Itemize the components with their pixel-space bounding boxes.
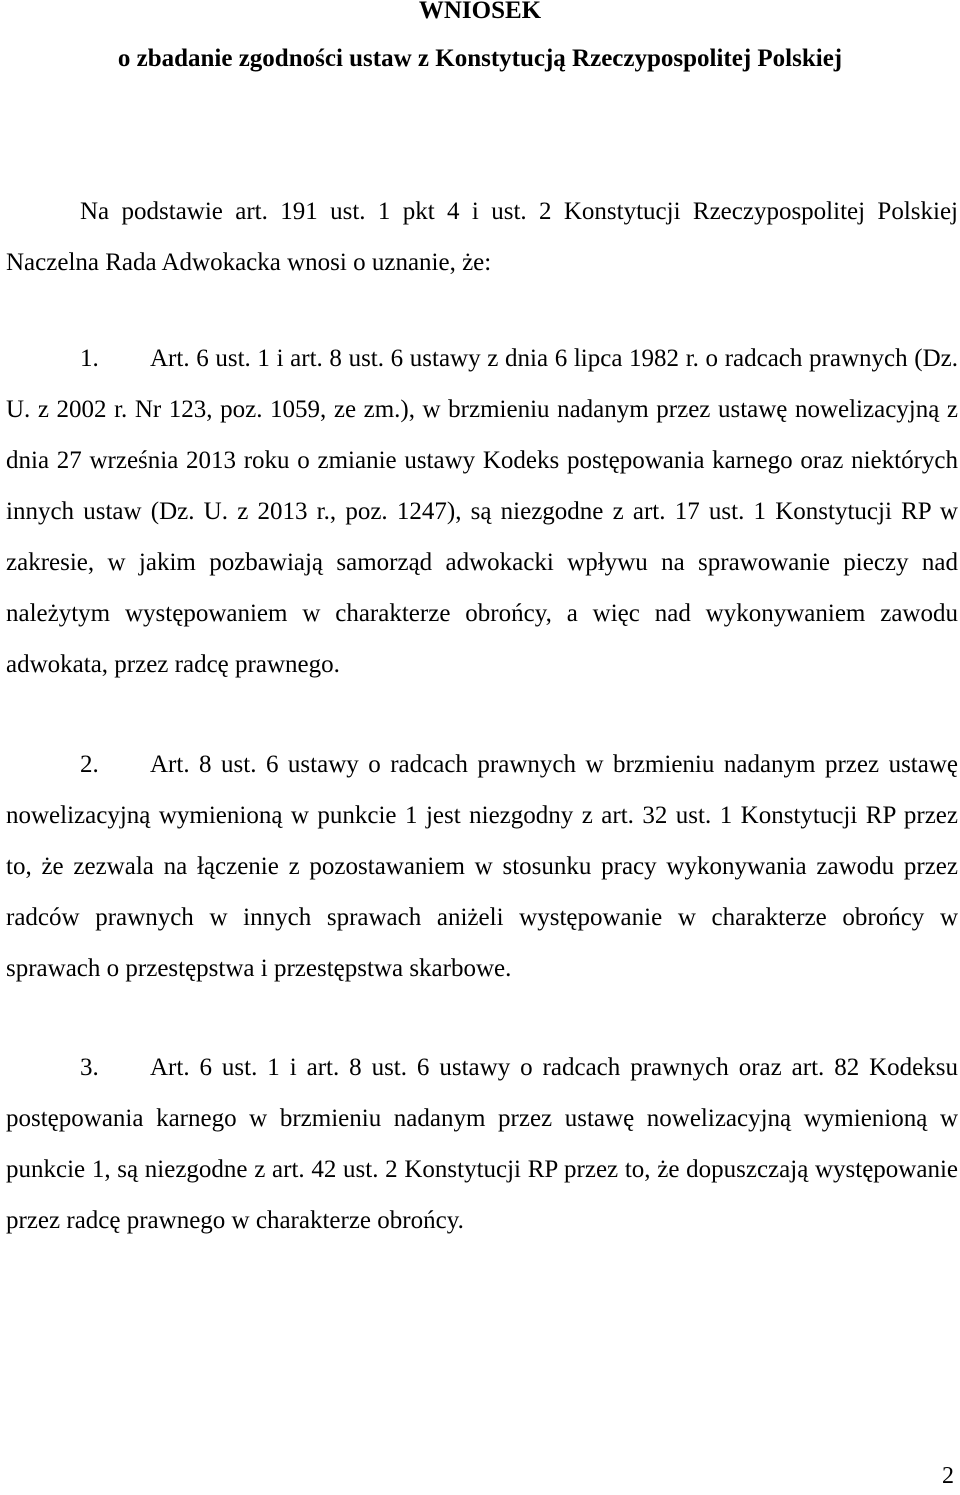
intro-text: Na podstawie art. 191 ust. 1 pkt 4 i ust. 2 Konstytucji Rzeczypospolitej Polskiej Naczelna Rada Adwokacka wnosi o uznanie, że:: [6, 198, 958, 276]
page-number: 2: [942, 1463, 954, 1489]
item-text: Art. 6 ust. 1 i art. 8 ust. 6 ustawy z dnia 6 lipca 1982 r. o radcach prawnych (Dz. U. z 2002 r. Nr 123, poz. 1059, ze zm.), w brzmieniu nadanym przez ustawę nowelizacyjną z dnia 27 września 2013 roku o zmianie ustawy Kodeks postępowania karnego oraz niektórych innych ustaw (Dz. U. z 2013 r., poz. 1247), są niezgodne z art. 17 ust. 1 Konstytucji RP w zakresie, w jakim pozbawiają samorząd adwokacki wpływu na sprawowanie pieczy nad należytym występowaniem w charakterze obrońcy, a więc nad wykonywaniem zawodu adwokata, przez radcę prawnego.: [6, 345, 958, 678]
item-text: Art. 8 ust. 6 ustawy o radcach prawnych w brzmieniu nadanym przez ustawę nowelizacyjną wymienioną w punkcie 1 jest niezgodny z art. 32 ust. 1 Konstytucji RP przez to, że zezwala na łączenie z pozostawaniem w stosunku pracy wykonywania zawodu przez radców prawnych w innych sprawach aniżeli występowanie w charakterze obrońcy w sprawach o przestępstwa i przestępstwa skarbowe.: [6, 751, 958, 982]
document-title: WNIOSEK: [418, 0, 542, 24]
item-number: 2.: [80, 751, 99, 778]
item-number: 1.: [80, 345, 99, 372]
intro-paragraph: [6, 186, 958, 288]
item-number: 3.: [80, 1054, 99, 1081]
list-item-3: [6, 1042, 958, 1246]
list-item-2: [6, 739, 958, 994]
document-subtitle: o zbadanie zgodności ustaw z Konstytucją Rzeczypospolitej Polskiej: [117, 45, 843, 72]
item-text: Art. 6 ust. 1 i art. 8 ust. 6 ustawy o radcach prawnych oraz art. 82 Kodeksu postępowania karnego w brzmieniu nadanym przez ustawę nowelizacyjną wymienioną w punkcie 1, są niezgodne z art. 42 ust. 2 Konstytucji RP przez to, że dopuszczają występowanie przez radcę prawnego w charakterze obrońcy.: [6, 1054, 958, 1234]
list-item-1: [6, 333, 958, 690]
